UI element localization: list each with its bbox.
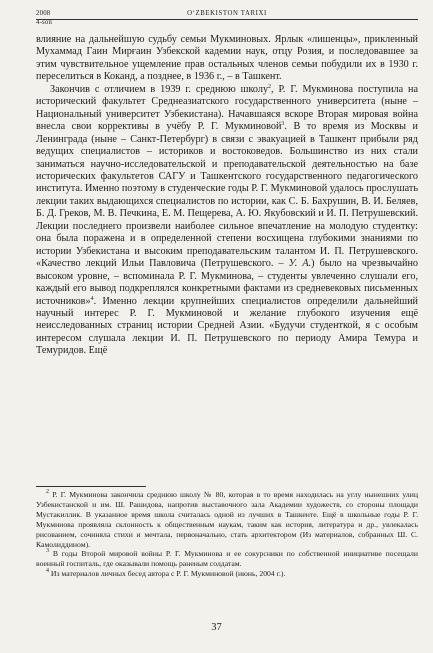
footnote-ref[interactable]: 2 [268,83,272,90]
author-initials: У. А. [288,258,312,270]
header-rule [36,19,418,20]
footnote-ref[interactable]: 3 [281,121,285,128]
main-text [36,34,418,358]
header-year: 2008 [36,10,51,17]
footnote [36,490,418,549]
footnote-mark: 4 [46,568,49,575]
footnote [36,569,418,579]
footnotes [36,490,418,579]
footnote-mark: 3 [46,548,49,555]
footnote-rule [36,486,146,487]
page-number: 37 [211,622,222,633]
paragraph: Закончив с отличием в 1939 г. среднюю школу$^2$, Р. Г. Мукминова поступила на исторический факультет Среднеазиатского государственного университета (ныне – Национальный университет Узбекистана). Начавшаяся вскоре Вторая мировая война внесла свои коррективы в учёбу Р. Г. Мукминовой$^3$. В то время из Москвы и Ленинграда (ныне – Санкт-Петербург) в связи с эвакуацией в Ташкент прибыли ряд ведущих специалистов – историков и востоковедов. Большинство из них стали заниматься научно-исследовательской и преподавательской деятельностью на базе исторических факультетов САГУ и Ташкентского государственного педагогического института. Именно поэтому в студенческие годы Р. Г. Мукминовой удалось прослушать лекции таких выдающихся специалистов по истории, как С. Б. Бахрушин, В. И. Беляев, Б. Д. Греков, М. В. Печкина, Е. М. Пещерева, А. Ю. Якубовский и И. П. Петрушевский. Лекции последнего произвели наиболее сильное впечатление на молодую студентку: она была поражена и в определенной степени восхищена глубокими знаниями по истории Узбекистана и высоким преподавательским талантом И. П. Петрушевского. «Качество лекций Ильи Павловича (Петрушевского. – У. А.) было на чрезвычайно высоком уровне, – вспоминала Р. Г. Мукминова, – студенты увлеченно слушали его, каждый его вывод подкреплялся конкретными фактами из средневековых письменных источников»$^4$. Именно лекции крупнейших специалистов определили дальнейший научный интерес Р. Г. Мукминовой и желание глубокого изучения ещё неисследованных страниц истории Средней Азии. «Будучи студенткой, я с особым интересом слушала лекции И. П. Петрушевского по периоду Амира Темура и Темуридов. Ещё [36,83,418,357]
footnote-mark: 2 [46,489,49,495]
journal-title: O‘ZBEKISTON TARIXI [187,10,267,17]
footnote-text: Р. Г. Мукминова закончила среднюю школу № 80, которая в то время находилась на углу нынешних улиц Узбекистанской и им. Ш. Рашидова, напротив выставочного зала Академии художеств, со стороны площади Мустакиллик. В указанное время школа считалась одной из лучших в Ташкенте. Ещё в школьные годы Р. Г. Мукминова проявляла склонность к общественным наукам, таким как история, литература и др., увлекалась рисованием, сочиняла стихи и мечтала, первоначально, стать архитектором (Из материалов, собранных Ш. С. Камолиддином). [36,490,418,549]
footnote-ref[interactable]: 4 [90,295,94,302]
running-header [36,8,418,30]
header-issue: 4-son [36,19,53,26]
paragraph: влияние на дальнейшую судьбу семьи Мукминовых. Ярлык «лишенцы», прикленный Мухаммад Гаин Мирғаин Узбекской кадемии наук, отцу Розия, и последовавшее за этим чувствительное ущемление прав остальных членов семьи побудили их в 1930 г. переселиться в Коканд, а позднее, в 1936 г., – в Ташкент. [36,34,418,83]
footnote [36,549,418,569]
footnote-text: Из материалов личных бесед автора с Р. Г. Мукминовой (июнь, 2004 г.). [50,569,286,579]
footnote-text: В годы Второй мировой войны Р. Г. Мукминова и ее сокурсники по собственной инициативе посещали военный госпиталь, где оказывали помощь раненым солдатам. [36,549,418,569]
